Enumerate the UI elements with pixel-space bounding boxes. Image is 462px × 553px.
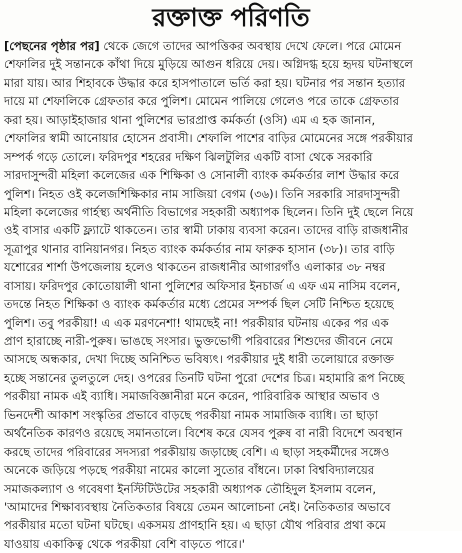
article-line: করছে তাদের পরিবারের সদস্যরা পরকীয়ায় জড়াচ্ছে বেশি। এ ছাড়া সহকর্মীদের সঙ্গেও — [4, 444, 390, 459]
article-line: যাওয়ায় একাকিত্ব থেকে পরকীয়া বেশি বাড়তে পারে।' — [4, 536, 245, 551]
article-line: ওই বাসার একটি ফ্ল্যাটে থাকতেন। তার স্বামী ঢাকায় ব্যবসা করেন। তাদের বাড়ি রাজধানীর — [4, 223, 409, 238]
article-line: হচ্ছে সন্তানের তুলতুলে দেহ। ওপরের তিনটি ঘটনা পুরো দেশের চিত্র। মহামারি রূপ নিচ্ছে — [4, 370, 405, 385]
article-line: পরকীয়ার মতো ঘটনা ঘটছে। একসময় প্রাণহানি হয়। এ ছাড়া যৌথ পরিবার প্রথা কমে — [4, 518, 386, 533]
article-line: করা হয়। আড়াইহাজার থানা পুলিশের ভারপ্রাপ্ত কর্মকর্তা (ওসি) এম এ হক জানান, — [4, 112, 376, 127]
article-line: সমাজকল্যাণ ও গবেষণা ইনস্টিটিউটের সহকারী অধ্যাপক তৌহিদুল ইসলাম বলেন, — [4, 481, 377, 496]
article-body — [4, 37, 458, 553]
article-line: পরকীয়া নামক এই ব্যাধি। সমাজবিজ্ঞানীরা মনে করেন, পারিবারিক আস্থার অভাব ও — [4, 389, 380, 404]
article-line: ভিনদেশী আকাশ সংস্কৃতির প্রভাবে বাড়ছে পরকীয়া নামক সামাজিক ব্যাধি। তা ছাড়া — [4, 407, 378, 422]
article-line: সম্পর্ক গড়ে তোলে। ফরিদপুর শহরের দক্ষিণ ঝিলটুলির একটি বাসা থেকে সরকারি — [4, 149, 373, 164]
article-line-text: থেকে জেগে তাদের আপত্তিকর অবস্থায় দেখে ফেলে। পরে মোমেন — [99, 39, 402, 53]
article-line: 'আমাদের শিক্ষাব্যবস্থায় নৈতিকতার বিষয়ে তেমন আলোচনা নেই। নৈতিকতার অভাবে — [4, 499, 391, 514]
article-line: দায়ে মা শেফালিকে গ্রেফতার করে পুলিশ। মোমেন পালিয়ে গেলেও পরে তাকে গ্রেফতার — [4, 94, 400, 109]
article-line: সারদাসুন্দরী মহিলা কলেজের এক শিক্ষিকা ও সোনালী ব্যাংক কর্মকর্তার লাশ উদ্ধার করে — [4, 168, 400, 183]
article-line: অনেকে জড়িয়ে পড়ছে পরকীয়া নামের কালো সুতোর বাঁধনে। ঢাকা বিশ্ববিদ্যালয়ের — [4, 463, 375, 478]
headline: রক্তাক্ত পরিণতি — [152, 3, 310, 32]
article-line: বাসায়। ফরিদপুর কোতোয়ালী থানা পুলিশের অফিসার ইনচার্জ এ এফ এম নাসিম বলেন, — [4, 278, 401, 293]
article-line: পুলিশ। তবু পরকীয়া! এ এক মরণনেশা! থামছেই না! পরকীয়ার ঘটনায় একের পর এক — [4, 315, 389, 330]
article-line: অর্থনৈতিক কারণও রয়েছে সমানতালে। বিশেষ করে যেসব পুরুষ বা নারী বিদেশে অবস্থান — [4, 426, 403, 441]
article-line: শেফালির স্বামী আনোয়ার হোসেন প্রবাসী। শেফালি পাশের বাড়ির মোমেনের সঙ্গে পরকীয়ার — [4, 131, 413, 146]
article-line: প্রাণ হারাচ্ছে নারী-পুরুষ। ভাঙছে সংসার। ভুক্তভোগী পরিবারের শিশুদের জীবনে নেমে — [4, 334, 393, 348]
article-line: মহিলা কলেজের গার্হস্থ্য অর্থনীতি বিভাগের সহকারী অধ্যাপক ছিলেন। তিনি দুই ছেলে নিয়ে — [4, 204, 414, 219]
continued-from-back-page-label: [পেছনের পৃষ্ঠার পর] — [4, 39, 100, 53]
article-line: মারা যায়। আর শিহাবকে উদ্ধার করে হাসপাতালে ভর্তি করা হয়। ঘটনার পর সন্তান হত্যার — [4, 75, 406, 90]
article-line: পুলিশ। নিহত ওই কলেজশিক্ষিকার নাম সাজিয়া বেগম (৩৬)। তিনি সরকারি সারদাসুন্দরী — [4, 186, 400, 201]
article-line: সূত্রাপুর থানার বানিয়ানগর। নিহত ব্যাংক কর্মকর্তার নাম ফারুক হাসান (৩৮)। তার বাড়ি — [4, 241, 395, 256]
article-line: তদন্তে নিহত শিক্ষিকা ও ব্যাংক কর্মকর্তার মধ্যে প্রেমের সম্পর্ক ছিল সেটি নিশ্চিত হয়েছে — [4, 297, 394, 312]
article-line: যশোরের শার্শা উপজেলায় হলেও থাকতেন রাজধানীর আগারগাঁও এলাকার ৩৮ নম্বর — [4, 260, 386, 275]
article-line — [4, 37, 458, 55]
article-line: শেফালির দুই সন্তানকে কাঁথা দিয়ে মুড়িয়ে আগুন ধরিয়ে দেয়। অগ্নিদগ্ধ হয়ে হৃদয় ঘটনাস্থলে — [4, 57, 413, 72]
article-line: আসছে অন্ধকার, দেখা দিচ্ছে অনিশ্চিত ভবিষ্যৎ। পরকীয়ার দুই ধারী তলোয়ারে রক্তাক্ত — [4, 352, 395, 367]
